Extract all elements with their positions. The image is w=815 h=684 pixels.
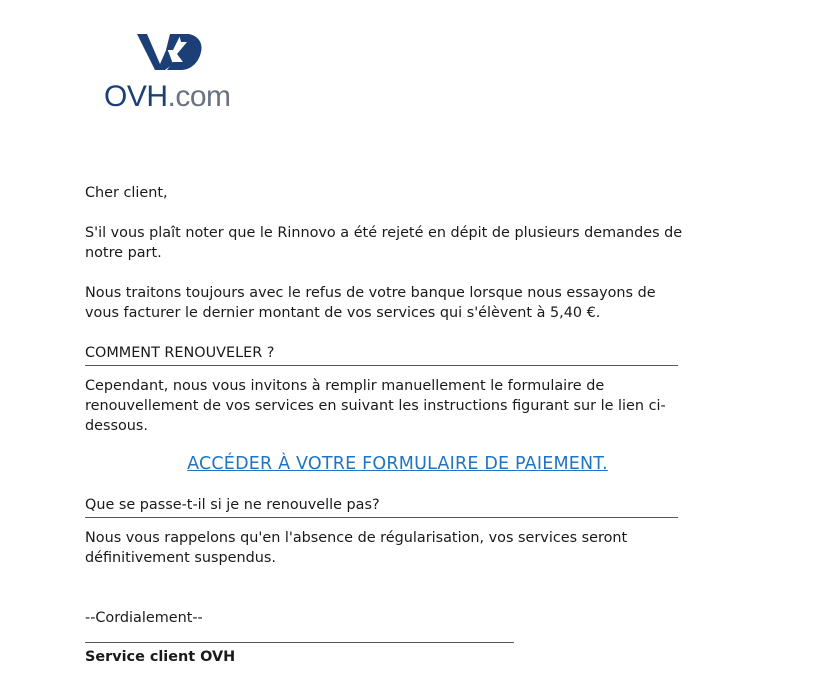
instructions-paragraph: Cependant, nous vous invitons à remplir manuellement le formulaire de renouvellement de vos services en suivant les instructions figurant sur le lien ci-dessous. (85, 378, 666, 434)
notice-paragraph: S'il vous plaît noter que le Rinnovo a été rejeté en dépit de plusieurs demandes de notre part. (85, 225, 683, 261)
payment-form-link[interactable]: ACCÉDER À VOTRE FORMULAIRE DE PAIEMENT. (187, 454, 608, 474)
signature-divider (85, 628, 514, 643)
payment-link-wrap (85, 454, 710, 475)
ovh-logo (104, 30, 244, 115)
ovh-logo-icon (135, 30, 205, 72)
ovh-logo-text (104, 82, 231, 112)
suspension-paragraph: Nous vous rappelons qu'en l'absence de régularisation, vos services seront définitivement suspendus. (85, 530, 628, 566)
email-body (85, 183, 685, 667)
no-renew-heading: Que se passe-t-il si je ne renouvelle pas? (85, 495, 678, 518)
logo-brand: OVH (104, 80, 168, 113)
billing-paragraph: Nous traitons toujours avec le refus de votre banque lorsque nous essayons de vous facturer le dernier montant de vos services qui s'élèvent à 5,40 €. (85, 285, 656, 321)
renew-heading: COMMENT RENOUVELER ? (85, 343, 678, 366)
logo-suffix: .com (167, 80, 231, 113)
signature: Service client OVH (85, 649, 236, 665)
closing: --Cordialement-- (85, 610, 203, 626)
greeting: Cher client, (85, 185, 168, 201)
